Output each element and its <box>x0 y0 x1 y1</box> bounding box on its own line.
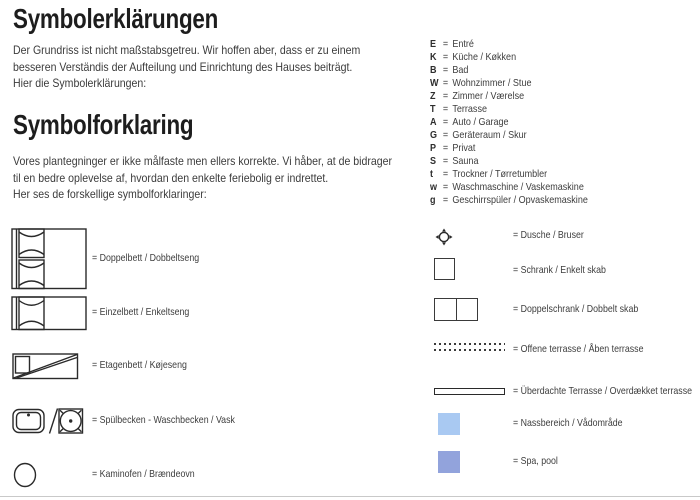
intro-german-line: besseren Verständis der Aufteilung und Einrichtung des Hauses beiträgt. <box>13 59 353 74</box>
code-row-dryer <box>430 167 688 180</box>
code-label: Entré <box>452 37 474 50</box>
equals-sign: = <box>442 180 449 193</box>
bunk-bed-label: = Etagenbett / Køjeseng <box>92 359 187 371</box>
wood-stove-label: = Kaminofen / Brændeovn <box>92 468 195 480</box>
code-label: Terrasse <box>452 102 487 115</box>
page-title-german: Symbolerklärungen <box>13 3 219 34</box>
cabinet-divider <box>456 299 457 320</box>
wood-stove-icon <box>12 462 38 493</box>
code-row-dishwasher <box>430 193 688 206</box>
code-label: Bad <box>452 63 469 76</box>
equals-sign: = <box>442 89 449 102</box>
equals-sign: = <box>442 141 449 154</box>
code-row-bath <box>430 63 688 76</box>
covered-terrace-icon <box>434 388 505 395</box>
code-letter: G <box>430 128 438 141</box>
code-letter: W <box>430 76 439 89</box>
code-label: Auto / Garage <box>452 115 509 128</box>
code-row-private <box>430 141 688 154</box>
code-letter: Z <box>430 89 436 102</box>
code-row-terrace <box>430 102 688 115</box>
equals-sign: = <box>442 50 449 63</box>
single-bed-icon <box>11 296 87 336</box>
intro-danish <box>13 153 392 203</box>
equals-sign: = <box>442 76 449 89</box>
code-label: Küche / Køkken <box>452 50 517 63</box>
single-bed-label: = Einzelbett / Enkeltseng <box>92 306 190 318</box>
code-letter: t <box>430 167 434 180</box>
code-label: Privat <box>452 141 476 154</box>
page-bottom-rule <box>0 496 700 497</box>
code-label: Zimmer / Værelse <box>452 89 525 102</box>
code-row-livingroom <box>430 76 688 89</box>
code-row-washer <box>430 180 688 193</box>
double-cabinet-label: = Doppelschrank / Dobbelt skab <box>513 303 639 315</box>
code-row-sauna <box>430 154 688 167</box>
equals-sign: = <box>442 154 449 167</box>
spa-pool-icon <box>438 451 460 473</box>
room-code-list <box>430 37 700 206</box>
code-label: Trockner / Tørretumbler <box>452 167 548 180</box>
intro-danish-line: Her ses de forskellige symbolforklaringer: <box>13 187 207 201</box>
shower-label: = Dusche / Bruser <box>513 229 584 241</box>
bunk-bed-icon <box>12 353 79 385</box>
equals-sign: = <box>442 102 449 115</box>
code-letter: E <box>430 37 437 50</box>
equals-sign: = <box>442 167 449 180</box>
shower-icon <box>435 228 453 251</box>
code-letter: w <box>430 180 438 193</box>
equals-sign: = <box>442 63 449 76</box>
double-cabinet-icon <box>434 298 478 321</box>
sink-label: = Spülbecken - Waschbecken / Vask <box>92 414 235 426</box>
dotted-line <box>434 349 505 351</box>
equals-sign: = <box>442 193 449 206</box>
intro-german-line: Der Grundriss ist nicht maßstabsgetreu. Wir hoffen aber, dass er zu einem <box>13 43 361 57</box>
page-title-danish: Symbolforklaring <box>13 109 194 140</box>
open-terrace-icon <box>434 343 505 351</box>
intro-danish-line: Vores plantegninger er ikke målfaste men ellers korrekte. Vi håber, at de bidrager <box>13 154 393 168</box>
double-bed-icon <box>11 228 87 295</box>
wet-area-label: = Nassbereich / Vådområde <box>513 417 623 429</box>
intro-german-line: Hier die Symbolerklärungen: <box>13 76 147 90</box>
code-letter: P <box>430 141 437 154</box>
wet-area-icon <box>438 413 460 435</box>
intro-danish-line: til en bedre oplevelse af, hvordan den enkelte feriebolig er indrettet. <box>13 170 329 185</box>
equals-sign: = <box>442 115 449 128</box>
double-bed-label: = Doppelbett / Dobbeltseng <box>92 252 200 264</box>
cabinet-label: = Schrank / Enkelt skab <box>513 264 606 276</box>
code-letter: T <box>430 102 436 115</box>
covered-terrace-label: = Überdachte Terrasse / Overdækket terrasse <box>513 385 693 397</box>
code-letter: K <box>430 50 437 63</box>
code-row-shed <box>430 128 688 141</box>
code-label: Geschirrspüler / Opvaskemaskine <box>452 193 588 206</box>
code-label: Geräteraum / Skur <box>452 128 527 141</box>
intro-german <box>13 42 360 92</box>
code-letter: S <box>430 154 437 167</box>
equals-sign: = <box>442 37 449 50</box>
open-terrace-label: = Offene terrasse / Åben terrasse <box>513 343 644 355</box>
spa-pool-label: = Spa, pool <box>513 455 558 467</box>
code-row-garage <box>430 115 688 128</box>
code-row-entree <box>430 37 688 50</box>
code-row-room <box>430 89 688 102</box>
cabinet-icon <box>434 258 455 280</box>
code-label: Waschmaschine / Vaskemaskine <box>452 180 584 193</box>
code-letter: A <box>430 115 437 128</box>
code-label: Wohnzimmer / Stue <box>452 76 532 89</box>
code-letter: g <box>430 193 436 206</box>
code-label: Sauna <box>452 154 479 167</box>
code-letter: B <box>430 63 437 76</box>
equals-sign: = <box>442 128 449 141</box>
sink-icons <box>12 407 86 440</box>
code-row-kitchen <box>430 50 688 63</box>
